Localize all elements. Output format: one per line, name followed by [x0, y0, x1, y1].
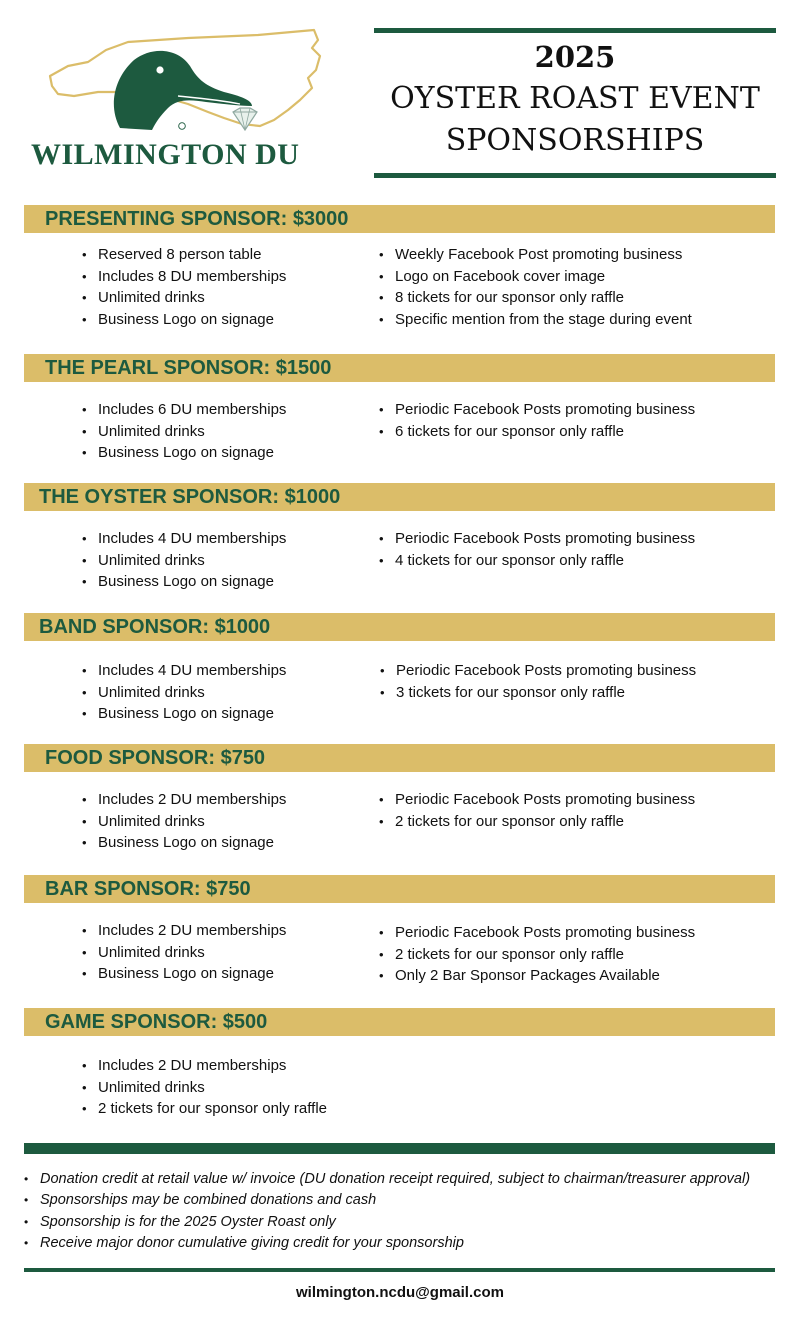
list-item: • Only 2 Bar Sponsor Packages Available	[377, 965, 695, 987]
list-item: • Unlimited drinks	[80, 287, 286, 309]
bar-benefits-left	[80, 920, 286, 985]
oyster-benefits-right	[377, 528, 695, 571]
list-item: • Reserved 8 person table	[80, 244, 286, 266]
list-item: • Includes 8 DU memberships	[80, 266, 286, 288]
list-item: • 3 tickets for our sponsor only raffle	[378, 682, 696, 704]
list-item: • Includes 6 DU memberships	[80, 399, 286, 421]
title-line-2: SPONSORSHIPS	[445, 123, 705, 158]
title-line-1: OYSTER ROAST EVENT	[390, 81, 760, 116]
section-heading-oyster: THE OYSTER SPONSOR: $1000	[24, 483, 775, 511]
list-item: • 2 tickets for our sponsor only raffle	[377, 944, 695, 966]
list-item: • Business Logo on signage	[80, 309, 286, 331]
list-item: • Includes 2 DU memberships	[80, 920, 286, 942]
list-item: • Donation credit at retail value w/ invoice (DU donation receipt required, subject to chairman/treasurer approval)	[22, 1169, 750, 1190]
list-item: • Includes 2 DU memberships	[80, 1055, 327, 1077]
terms-notes	[22, 1169, 750, 1254]
section-heading-pearl: THE PEARL SPONSOR: $1500	[24, 354, 775, 382]
bar-benefits-right	[377, 922, 695, 987]
list-item: • Receive major donor cumulative giving credit for your sponsorship	[22, 1233, 750, 1254]
list-item: • Specific mention from the stage during event	[377, 309, 692, 331]
list-item: • Business Logo on signage	[80, 963, 286, 985]
list-item: • Periodic Facebook Posts promoting business	[378, 660, 696, 682]
presenting-benefits-right	[377, 244, 692, 330]
list-item: • Includes 2 DU memberships	[80, 789, 286, 811]
pearl-benefits-left	[80, 399, 286, 464]
section-heading-bar: BAR SPONSOR: $750	[24, 875, 775, 903]
list-item: • Unlimited drinks	[80, 421, 286, 443]
list-item: • Periodic Facebook Posts promoting business	[377, 399, 695, 421]
logo-wordmark: WILMINGTON DU	[31, 138, 300, 171]
section-heading-band: BAND SPONSOR: $1000	[24, 613, 775, 641]
section-heading-presenting: PRESENTING SPONSOR: $3000	[24, 205, 775, 233]
title-block	[374, 28, 776, 180]
page-title	[374, 36, 776, 162]
contact-email: wilmington.ncdu@gmail.com	[296, 1284, 504, 1301]
list-item: • Sponsorship is for the 2025 Oyster Roast only	[22, 1212, 750, 1233]
list-item: • Periodic Facebook Posts promoting business	[377, 789, 695, 811]
list-item: • 4 tickets for our sponsor only raffle	[377, 550, 695, 572]
pearl-benefits-right	[377, 399, 695, 442]
list-item: • 6 tickets for our sponsor only raffle	[377, 421, 695, 443]
list-item: • 2 tickets for our sponsor only raffle	[80, 1098, 327, 1120]
list-item: • Business Logo on signage	[80, 703, 286, 725]
wilmington-du-logo	[28, 26, 338, 176]
presenting-benefits-left	[80, 244, 286, 330]
list-item: • Unlimited drinks	[80, 1077, 327, 1099]
oyster-benefits-left	[80, 528, 286, 593]
list-item: • Includes 4 DU memberships	[80, 528, 286, 550]
list-item: • Periodic Facebook Posts promoting business	[377, 922, 695, 944]
list-item: • Periodic Facebook Posts promoting business	[377, 528, 695, 550]
list-item: • 8 tickets for our sponsor only raffle	[377, 287, 692, 309]
list-item: • Sponsorships may be combined donations and cash	[22, 1190, 750, 1211]
band-benefits-left	[80, 660, 286, 725]
list-item: • Unlimited drinks	[80, 811, 286, 833]
list-item: • 2 tickets for our sponsor only raffle	[377, 811, 695, 833]
list-item: • Business Logo on signage	[80, 442, 286, 464]
section-heading-food: FOOD SPONSOR: $750	[24, 744, 775, 772]
game-benefits-left	[80, 1055, 327, 1120]
list-item: • Business Logo on signage	[80, 571, 286, 593]
band-benefits-right	[378, 660, 696, 703]
list-item: • Unlimited drinks	[80, 942, 286, 964]
list-item: • Includes 4 DU memberships	[80, 660, 286, 682]
list-item: • Unlimited drinks	[80, 682, 286, 704]
duck-head-nc-map-icon	[28, 26, 338, 141]
notes-bottom-divider	[24, 1268, 775, 1272]
title-bottom-rule	[374, 173, 776, 178]
food-benefits-left	[80, 789, 286, 854]
list-item: • Unlimited drinks	[80, 550, 286, 572]
title-top-rule	[374, 28, 776, 33]
title-year: 2025	[534, 40, 616, 74]
list-item: • Business Logo on signage	[80, 832, 286, 854]
food-benefits-right	[377, 789, 695, 832]
list-item: • Logo on Facebook cover image	[377, 266, 692, 288]
section-heading-game: GAME SPONSOR: $500	[24, 1008, 775, 1036]
notes-top-divider	[24, 1143, 775, 1154]
list-item: • Weekly Facebook Post promoting business	[377, 244, 692, 266]
